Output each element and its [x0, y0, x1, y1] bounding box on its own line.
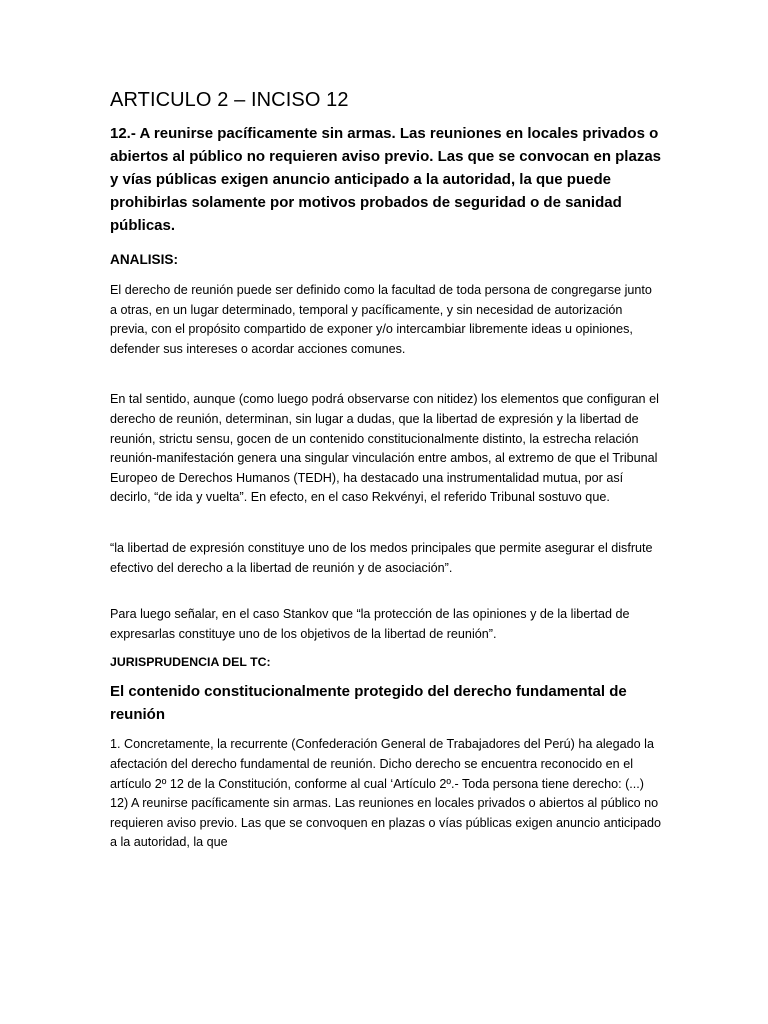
paragraph-relationship: En tal sentido, aunque (como luego podrá observarse con nitidez) los elementos que configuran el derecho de reunión, determinan, sin lugar a dudas, que la libertad de expresión y la libertad de reunión, strictu sensu, gocen de un contenido constitucionalmente distinto, la estrecha relación reunión-manifestación genera una singular vinculación entre ambos, al extremo de que el Tribunal Europeo de Derechos Humanos (TEDH), ha destacado una instrumentalidad mutua, por así decirlo, “de ida y vuelta”. En efecto, en el caso Rekvényi, el referido Tribunal sostuvo que. [110, 392, 659, 505]
jurisprudence-heading: JURISPRUDENCIA DEL TC: [110, 655, 271, 670]
paragraph-case: 1. Concretamente, la recurrente (Confederación General de Trabajadores del Perú) ha alegado la afectación del derecho fundamental de reunión. Dicho derecho se encuentra reconocido en el artículo 2º 12 de la Constitución, conforme al cual ‘Artículo 2º.- Toda persona tiene derecho: (...) 12) A reunirse pacíficamente sin armas. Las reuniones en locales privados o abiertos al público no requieren aviso previo. Las que se convoquen en plazas o vías públicas exigen anuncio anticipado a la autoridad, la que [110, 737, 661, 850]
paragraph-definition: El derecho de reunión puede ser definido como la facultad de toda persona de congregarse junto a otras, en un lugar determinado, temporal y pacíficamente, y sin necesidad de autorización previa, con el propósito compartido de exponer y/o intercambiar libremente ideas u opiniones, defender sus intereses o acordar acciones comunes. [110, 283, 652, 356]
spacer [110, 508, 662, 539]
spacer [110, 578, 662, 605]
spacer [110, 359, 662, 390]
document-title: ARTICULO 2 – INCISO 12 [110, 89, 349, 111]
spacer [110, 644, 662, 653]
paragraph-stankov: Para luego señalar, en el caso Stankov que “la protección de las opiniones y de la libertad de expresarlas constituye uno de los objetivos de la libertad de reunión”. [110, 607, 630, 641]
content-heading: El contenido constitucionalmente protegido del derecho fundamental de reunión [110, 683, 627, 724]
analysis-heading: ANALISIS: [110, 252, 178, 267]
document-page [110, 88, 662, 853]
article-text: 12.- A reunirse pacíficamente sin armas. Las reuniones en locales privados o abiertos al público no requieren aviso previo. Las que se convocan en plazas y vías públicas exigen anuncio anticipado a la autoridad, la que puede prohibirlas solamente por motivos probados de seguridad o de sanidad públicas. [110, 125, 662, 234]
paragraph-quote: “la libertad de expresión constituye uno de los medos principales que permite asegurar el disfrute efectivo del derecho a la libertad de reunión y de asociación”. [110, 540, 653, 575]
